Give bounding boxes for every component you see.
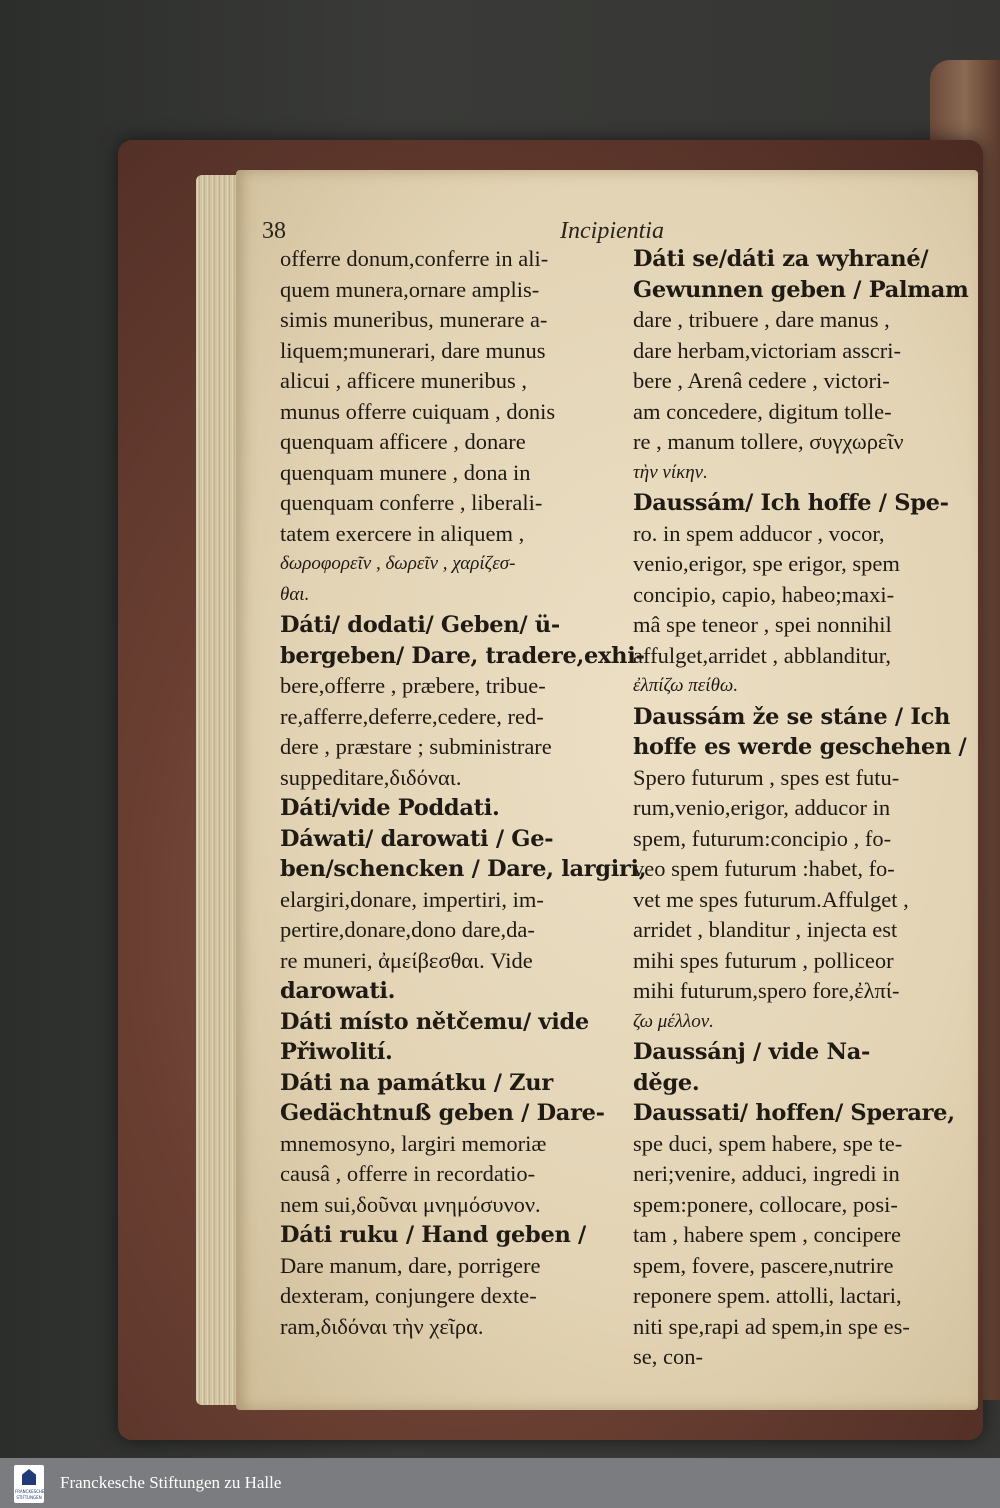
text-line: ben/schencken / Dare, largiri, — [280, 856, 647, 882]
text-line: suppeditare,διδόναι. — [280, 764, 462, 790]
page-number: 38 — [262, 218, 286, 244]
logo-text-line1: FRANCKESCHE — [15, 1489, 45, 1494]
text-line: ram,διδόναι τὴν χεῖρα. — [280, 1313, 484, 1339]
text-line: spem, fovere, pascere,nutrire — [633, 1252, 894, 1278]
text-line: concipio, capio, habeo;maxi- — [633, 581, 895, 607]
text-line: Dáti/ dodati/ Geben/ ü- — [280, 612, 560, 638]
text-line: re muneri, ἀμείβεσθαι. Vide — [280, 947, 533, 973]
text-line: neri;venire, adduci, ingredi in — [633, 1161, 900, 1186]
text-line: arridet , blanditur , injecta est — [633, 917, 898, 942]
text-line: nem sui,δοῦναι μνημόσυνον. — [280, 1191, 541, 1217]
text-line: affulget,arridet , abblanditur, — [633, 642, 891, 668]
logo-text-line2: STIFTUNGEN — [16, 1495, 42, 1500]
text-line: spem, futurum:concipio , fo- — [633, 825, 892, 851]
running-head: Incipientia — [560, 218, 664, 244]
text-line: quenquam afficere , donare — [280, 429, 526, 454]
text-line: ἐλπίζω πείθω. — [633, 675, 739, 696]
text-line: darowati. — [280, 978, 396, 1004]
text-line: bergeben/ Dare, tradere,exhi- — [280, 642, 645, 669]
text-line: am concedere, digitum tolle- — [633, 398, 892, 424]
text-line: Dáti se/dáti za wyhrané/ — [633, 246, 929, 272]
text-line: bere , Arenâ cedere , victori- — [633, 368, 890, 393]
text-line: mâ spe teneor , spei nonnihil — [633, 612, 892, 637]
text-line: Dáti ruku / Hand geben / — [280, 1222, 586, 1248]
text-line: mihi futurum,spero fore,ἐλπί- — [633, 978, 900, 1003]
text-line: δωροφορεῖν , δωρεῖν , χαρίζεσ- — [280, 553, 516, 574]
text-line: rum,venio,erigor, adducor in — [633, 795, 891, 820]
text-line: reponere spem. attolli, lactari, — [633, 1283, 902, 1308]
text-line: spe duci, spem habere, spe te- — [633, 1130, 903, 1156]
text-line: hoffe es werde geschehen / — [633, 734, 967, 760]
text-line: ζω μέλλον. — [633, 1010, 714, 1032]
text-line: τὴν νίκην. — [633, 461, 708, 483]
text-line: dare herbam,victoriam asscri- — [633, 337, 902, 363]
text-line: Dáti místo nětčemu/ vide — [280, 1008, 589, 1035]
text-line: dexteram, conjungere dexte- — [280, 1283, 537, 1308]
text-line: ro. in spem adducor , vocor, — [633, 520, 885, 546]
text-line: tam , habere spem , concipere — [633, 1222, 902, 1247]
text-line: Přiwolití. — [280, 1039, 393, 1065]
text-line: mnemosyno, largiri memoriæ — [280, 1130, 547, 1156]
text-line: quenquam conferre , liberali- — [280, 490, 543, 515]
text-line: dare , tribuere , dare manus , — [633, 307, 890, 332]
left-column — [280, 244, 647, 1342]
text-line: Dáti na památku / Zur — [280, 1069, 553, 1096]
footer-institution-name: Franckesche Stiftungen zu Halle — [60, 1473, 282, 1492]
right-column — [633, 244, 973, 1373]
text-line: bere,offerre , præbere, tribue- — [280, 673, 546, 698]
text-line: simis muneribus, munerare a- — [280, 307, 548, 332]
text-line: Daussati/ hoffen/ Sperare, — [633, 1100, 955, 1126]
institution-logo — [14, 1465, 44, 1503]
text-line: Dare manum, dare, porrigere — [280, 1252, 541, 1278]
text-line: tatem exercere in aliquem , — [280, 520, 525, 546]
text-line: Dáwati/ darowati / Ge- — [280, 825, 554, 852]
text-line: Daussám že se stáne / Ich — [633, 703, 951, 730]
text-line: quenquam munere , dona in — [280, 459, 531, 485]
text-line: Spero futurum , spes est futu- — [633, 764, 900, 790]
text-line: děge. — [633, 1069, 700, 1096]
text-line: pertire,donare,dono dare,da- — [280, 917, 535, 942]
text-line: elargiri,donare, impertiri, im- — [280, 886, 544, 912]
text-line: spem:ponere, collocare, posi- — [633, 1191, 898, 1217]
text-line: causâ , offerre in recordatio- — [280, 1161, 536, 1186]
text-line: liquem;munerari, dare munus — [280, 337, 546, 363]
text-line: mihi spes futurum , polliceor — [633, 947, 894, 973]
text-line: venio,erigor, spe erigor, spem — [633, 551, 900, 576]
text-line: re , manum tollere, συγχωρεῖν — [633, 429, 904, 454]
text-line: niti spe,rapi ad spem,in spe es- — [633, 1313, 910, 1339]
text-line: munus offerre cuiquam , donis — [280, 398, 556, 424]
text-line: se, con- — [633, 1344, 703, 1369]
text-line: alicui , afficere muneribus , — [280, 368, 527, 393]
text-line: Gewunnen geben / Palmam — [633, 276, 969, 303]
text-line: dere , præstare ; subministrare — [280, 734, 552, 759]
text-line: Daussánj / vide Na- — [633, 1039, 871, 1065]
text-line: Daussám/ Ich hoffe / Spe- — [633, 490, 949, 516]
text-line: offerre donum,conferre in ali- — [280, 246, 549, 271]
text-line: θαι. — [280, 583, 310, 605]
text-line: re,afferre,deferre,cedere, red- — [280, 703, 544, 729]
text-line: Dáti/vide Poddati. — [280, 795, 500, 821]
text-line: quem munera,ornare amplis- — [280, 276, 540, 302]
building-icon — [22, 1469, 36, 1485]
text-line: vet me spes futurum.Affulget , — [633, 886, 909, 912]
text-line: Gedächtnuß geben / Dare- — [280, 1100, 605, 1126]
text-line: veo spem futurum :habet, fo- — [633, 856, 895, 881]
